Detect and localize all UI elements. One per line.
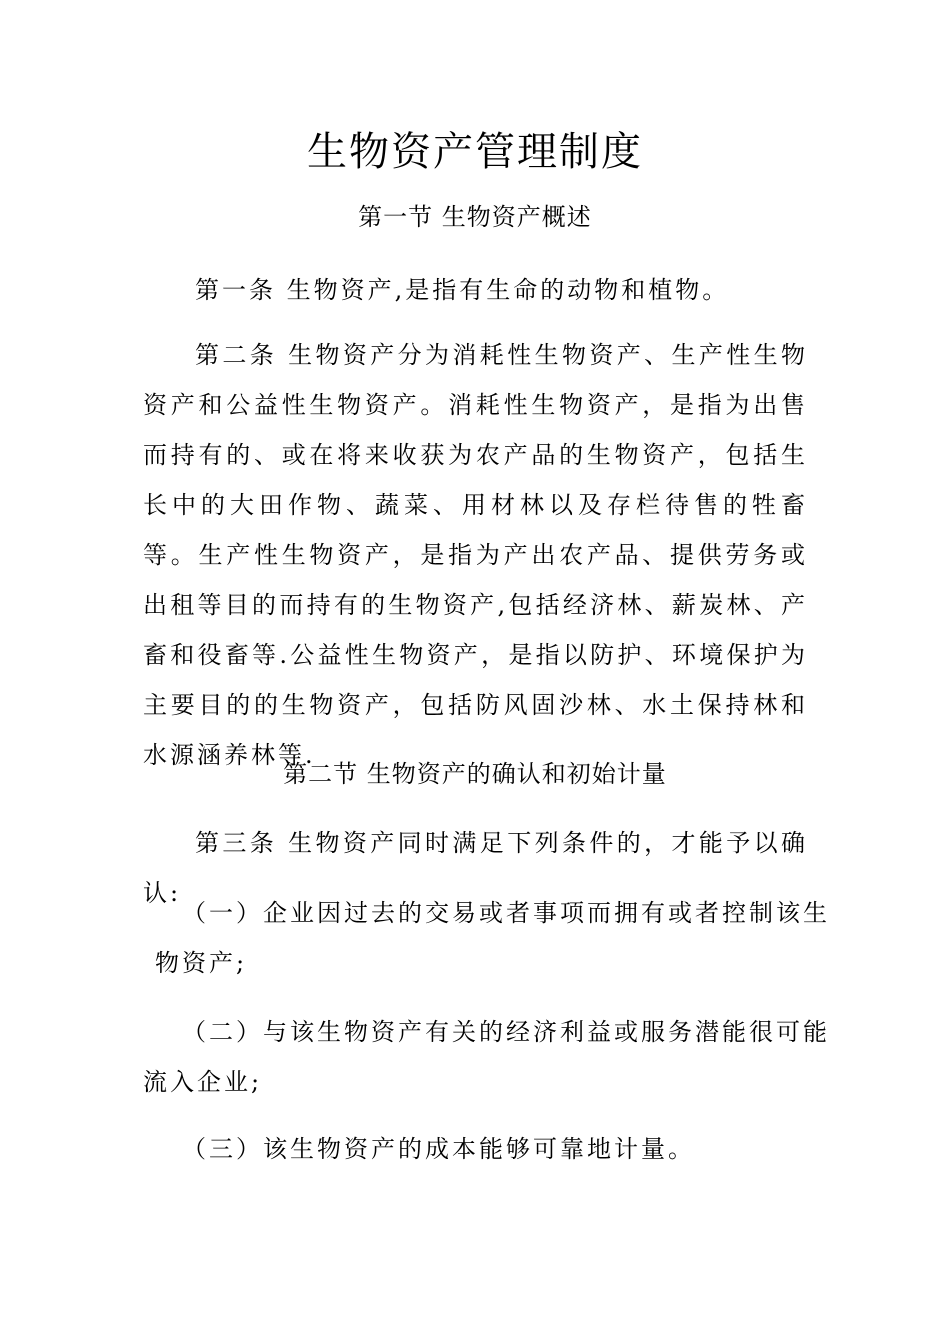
- document-title: 生物资产管理制度: [307, 129, 643, 175]
- article-3: 第三条 生物资产同时满足下列条件的，才能予以确认:: [143, 829, 808, 907]
- section-heading-2: 第二节 生物资产的确认和初始计量: [283, 760, 667, 788]
- condition-item-1-line-1: （一）企业因过去的交易或者事项而拥有或者控制该生: [182, 899, 830, 927]
- condition-item-3: （三）该生物资产的成本能够可靠地计量。: [182, 1135, 695, 1163]
- condition-item-1-line-2: 物资产;: [155, 949, 248, 977]
- condition-item-2-line-2: 流入企业;: [143, 1068, 263, 1096]
- article-1: 第一条 生物资产,是指有生命的动物和植物。: [195, 276, 730, 304]
- section-heading-1: 第一节 生物资产概述: [358, 203, 592, 231]
- condition-item-2-line-1: （二）与该生物资产有关的经济利益或服务潜能很可能: [182, 1018, 830, 1046]
- article-2: 第二条 生物资产分为消耗性生物资产、生产性生物资产和公益性生物资产。消耗性生物资产，是指为出售而持有的、或在将来收获为农产品的生物资产，包括生长中的大田作物、蔬菜、用材林以及存栏待售的牲畜等。生产性生物资产，是指为产出农产品、提供劳务或出租等目的而持有的生物资产,包括经济林、薪炭林、产畜和役畜等.公益性生物资产，是指以防护、环境保护为主要目的的生物资产，包括防风固沙林、水土保持林和水源涵养林等.: [143, 341, 808, 769]
